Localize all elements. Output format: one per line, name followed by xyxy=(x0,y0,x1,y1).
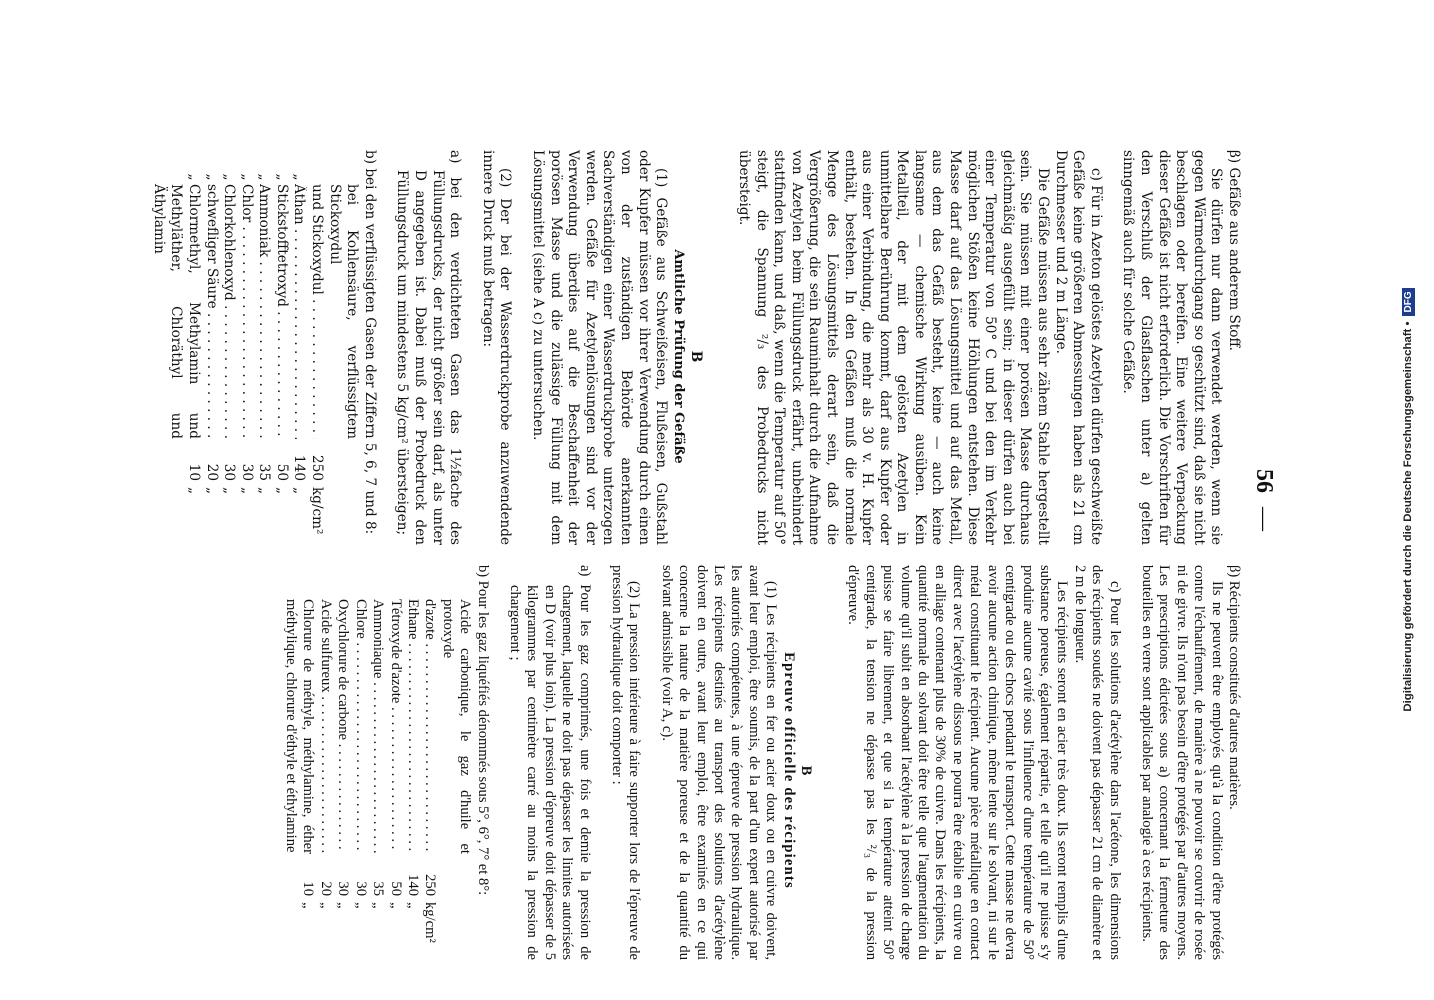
table-row: Oxychlorure de carbone . . . 30 „ xyxy=(334,585,351,960)
de-beta-heading: β) Gefäße aus anderem Stoff. xyxy=(1226,150,1242,351)
table-row: Ethane . . . 140 „ xyxy=(404,585,421,960)
table-row: Acide carbonique, le gaz d'huile et protoxyde xyxy=(439,599,474,854)
page-number xyxy=(1250,20,1277,980)
table-row: „ Chlorkohlenoxyd . . . 30 „ xyxy=(220,170,238,545)
de-c-paragraph-2: Die Gefäße müssen aus sehr zähem Stahle hergestellt sein. Sie müssen mit einer porösen Masse durchaus gleichmäßig ausgefüllt sein; in dieser dürfen auch bei einer Temperatur von 50° C und bei den im Verkehr möglichen Stößen keine Höhlungen entstehen. Diese Masse darf auf das Lösungsmittel und auf das Metall, aus dem das Gefäß besteht, keine — auch keine langsame — chemische Wirkung ausüben. Kein Metallteil, der mit dem gelösten Azetylen in unmittelbare Berührung kommt, darf aus Kupfer oder aus einer Verbindung, die mehr als 30 v. H. Kupfer enthält, bestehen. In den Gefäßen muß die normale Menge des Lösungsmittels derart sein, daß die Vergrößerung, die sein Rauminhalt durch die Aufnahme von Azetylen beim Füllungsdruck erfährt, unbehindert stattfinden kann, und daß, wenn die Temperatur auf 50° steigt, die Spannung ²/₃ des Probedrucks nicht übersteigt. xyxy=(735,150,1052,545)
table-row: Chlorure de méthyle, méthylamine, éther méthylique, chlorure d'éthyle et éthylamine 10 „ xyxy=(283,599,317,909)
page-number-value: 56 xyxy=(1251,469,1277,493)
table-row: „ Ammoniak . . . 35 „ xyxy=(255,170,273,545)
fr-section-title: Epreuve officielle des récipients xyxy=(780,652,797,889)
dfg-logo: DFG xyxy=(1402,288,1415,315)
table-row: „ Stickstofftetroxyd . . . 50 „ xyxy=(272,170,290,545)
table-row: und Stickoxydul . . . 250 kg/cm² xyxy=(308,170,326,545)
de-b-paragraph-1: (1) Gefäße aus Schweißeisen, Flußeisen, Gußstahl oder Kupfer müssen vor ihrer Verwendung durch einen von der zuständigen Behörde anerkannten Sachverständigen einer Wasserdruckprobe unterzogen werden. Gefäße für Azetylenlösungen sind vor der Verwendung überdies auf die Beschaffenheit der porösen Masse und die zulässige Füllung mit dem Lösungsmittel (siehe A c) zu untersuchen. xyxy=(530,150,670,545)
de-beta-paragraph: Sie dürfen nur dann verwendet werden, wenn sie gegen Wärmedurchgang so geschützt sind, daß sie nicht beschlagen oder bereifen. Eine weitere Verpackung dieser Gefäße ist nicht erforderlich. Die Vorschriften für den Verschluß der Glasflaschen unter a) gelten sinngemäß auch für solche Gefäße. xyxy=(1120,150,1225,545)
de-item-a: a) bei den verdichteten Gasen das 1½fache des Füllungsdrucks, der nicht größer sein darf, als unter D angegeben ist. Dabei muß der Probedruck den Füllungsdruck um mindestens 5 kg/cm² übersteigen; xyxy=(394,150,464,545)
fr-beta-heading: β) Récipients constitués d'autres matières. xyxy=(1226,565,1242,810)
table-row: „ Chlor . . . 30 „ xyxy=(237,170,255,545)
fr-gas-pressure-table xyxy=(282,585,473,960)
table-row: „ Äthan . . . 140 „ xyxy=(290,170,308,545)
fr-section-letter: B xyxy=(798,765,815,776)
german-column xyxy=(149,150,1242,545)
credit-text: Digitalisierung gefördert durch die Deutsche Forschungsgemeinschaft • xyxy=(1402,321,1414,712)
table-row: „ schwefliger Säure . . . 20 „ xyxy=(202,170,220,545)
de-section-title: Amtliche Prüfung der Gefäße xyxy=(670,249,686,464)
table-row: „ Chlormethyl, Methylamin und Methyläther, Chloräthyl und Äthylamin 10 „ xyxy=(150,173,202,495)
table-row: Acide sulfureux . . . 20 „ xyxy=(317,585,334,960)
table-row: Tétroxyde d'azote . . . 50 „ xyxy=(386,585,403,960)
fr-c-paragraph-1: c) Pour les solutions d'acétylène dans l'acétone, les dimensions des récipients soudés ne doivent pas dépasser 21 cm de diamètre et 2 m de longueur. xyxy=(1071,565,1123,960)
digitization-credit xyxy=(1398,110,1418,890)
table-row: Ammoniaque . . . 35 „ xyxy=(369,585,386,960)
table-row: bei Kohlensäure, verflüssigtem Stickoxydul xyxy=(326,184,361,439)
de-b-paragraph-2: (2) Der bei der Wasserdruckprobe anzuwendende innere Druck muß betragen: xyxy=(479,150,514,545)
fr-beta-paragraph: Ils ne peuvent être employés qu'à la condition d'être protégés contre l'échauffement, de manière à ne pouvoir se couvrir de rosée ni de givre. Ils n'ont pas besoin d'être protégés par d'autres moyens. Les prescriptions édictées sous a) concernant la fermeture des bouteilles en verre sont applicables par analogie à ces récipients. xyxy=(1138,565,1225,960)
fr-item-a: a) Pour les gaz comprimés, une fois et demie la pression de chargement, laquelle ne doit pas dépasser les limites autorisées en D (voir plus loin). La pression d'épreuve doit dépasser de 5 kilogrammes par centimètre carré au moins la pression de chargement ; xyxy=(506,565,593,960)
de-c-paragraph-1: c) Für in Azeton gelöstes Azetylen dürfen geschweißte Gefäße keine größeren Abmessungen haben als 21 cm Durchmesser und 2 m Länge. xyxy=(1052,150,1104,545)
de-gas-pressure-table xyxy=(149,170,360,545)
table-row: Chlore . . . 30 „ xyxy=(351,585,368,960)
rotated-document-page xyxy=(67,20,1367,980)
french-column xyxy=(282,565,1242,960)
de-section-letter: B xyxy=(688,350,705,363)
fr-b-paragraph-2: (2) La pression intérieure à faire supporter lors de l'épreuve de pression hydraulique doit comporter : xyxy=(609,565,643,960)
fr-c-paragraph-2: Les récipients seront en acier très doux. Ils seront remplis d'une substance poreuse, également répartie, et telle qu'il ne puisse s'y produire aucune cavité sous l'influence d'une température de 50° centigrade ou des chocs pendant le transport. Cette masse ne devra avoir aucune action chimique, même lente sur le solvant, ni sur le métal constituant le récipient. Aucune pièce métallique en contact direct avec l'acétylène dissous ne pourra être établie en cuivre ou en alliage contenant plus de 30% de cuivre. Dans les récipients, la quantité normale du solvant doit être telle que l'augmentation du volume qu'il subit en absorbant l'acétylène à la pression de charge puisse se faire librement, et que si la température atteint 50° centigrade, la tension ne dépasse pas les ²/₃ de la pression d'épreuve. xyxy=(845,565,1071,960)
fr-item-b: b) Pour les gaz liquéfiés dénommés sous 5°, 6°, 7° et 8°: xyxy=(474,565,491,896)
table-row: d'azote . . . 250 kg/cm² xyxy=(421,585,438,960)
fr-b-paragraph-1: (1) Les récipients en fer ou acier doux ou en cuivre doivent, avant leur emploi, être soumis, de la part d'un expert autorisé par les autorités compétentes, à une épreuve de pression hydraulique. Les récipients destinés au transport des solutions d'acétylène doivent en outre, avant leur emploi, être examinés en ce qui concerne la nature de la matière poreuse et de la quantité du solvant admissible (voir A, c). xyxy=(658,565,780,960)
page-number-dash: — xyxy=(1251,507,1277,531)
de-item-b: b) bei den verflüssigten Gasen der Ziffern 5, 6, 7 und 8: xyxy=(361,150,378,535)
